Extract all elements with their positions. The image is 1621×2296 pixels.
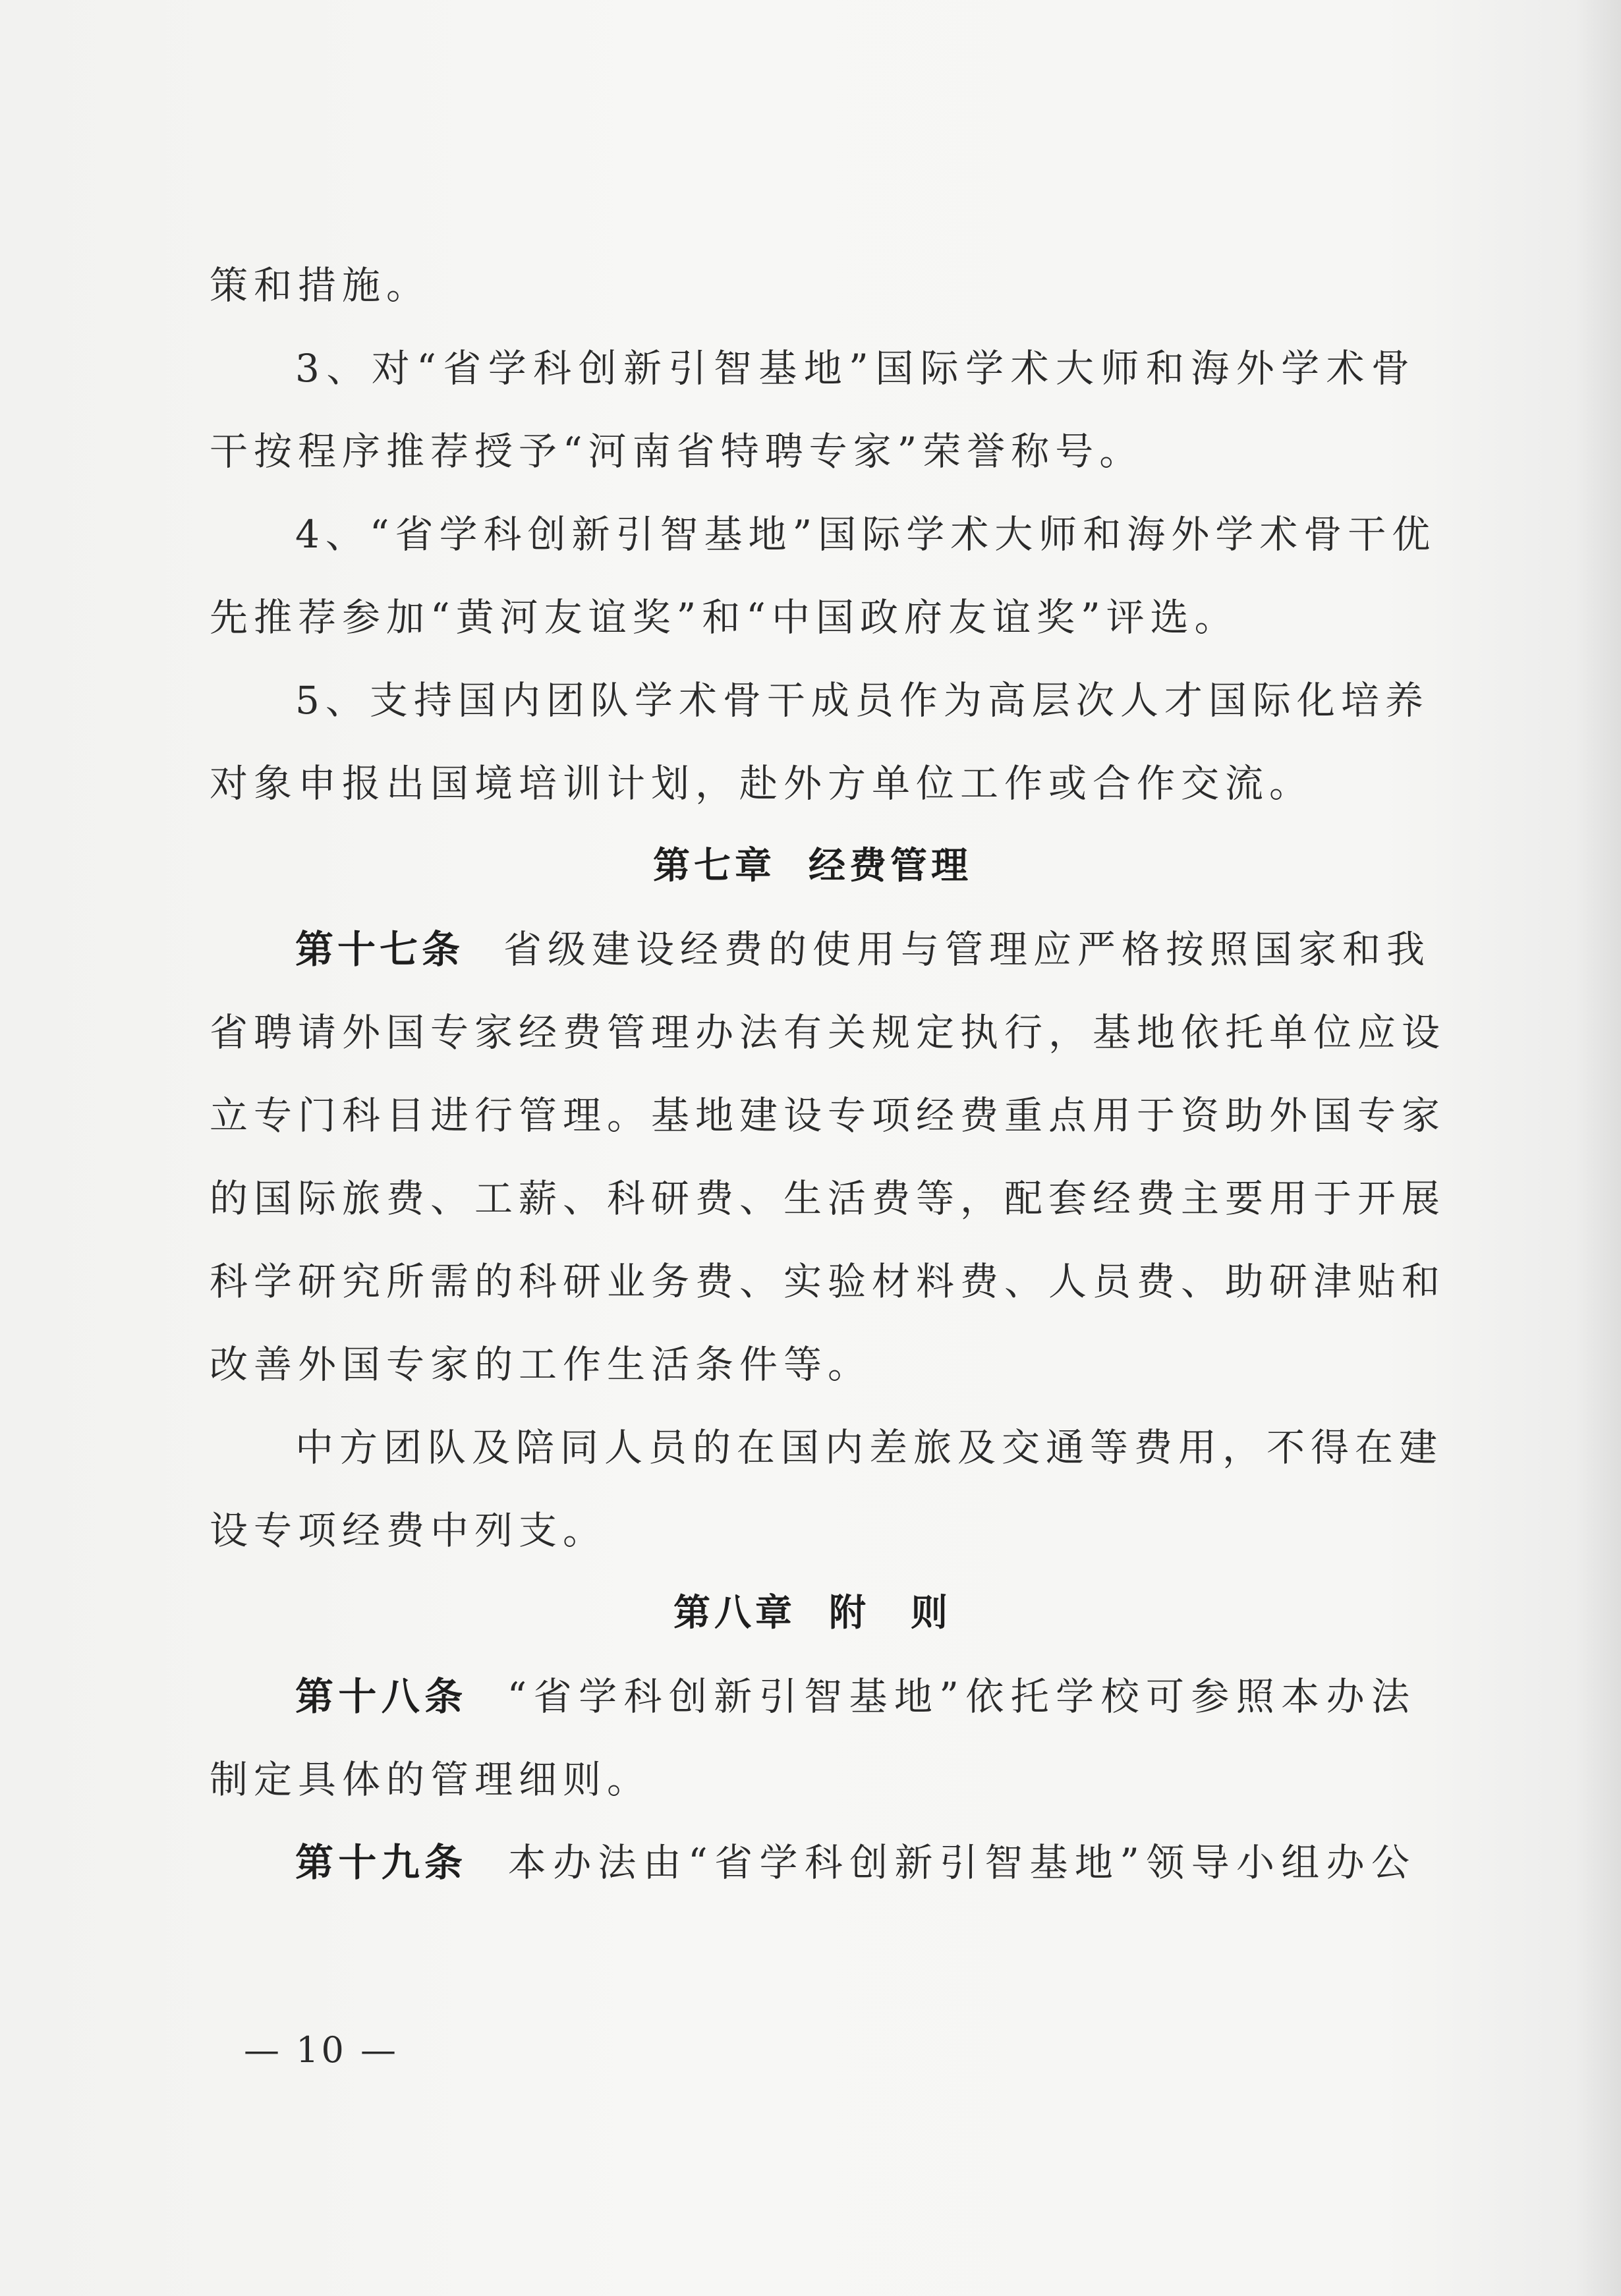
article-label: 第十九条	[295, 1840, 468, 1885]
chapter-heading	[210, 1572, 1415, 1655]
text-line: 制定具体的管理细则。	[210, 1757, 652, 1802]
body-text	[210, 244, 1446, 1904]
text-line: 中方团队及陪同人员的在国内差旅及交通等费用，不得在建	[295, 1425, 1444, 1470]
article-label: 第十八条	[295, 1674, 468, 1719]
text-line: 先推荐参加“黄河友谊奖”和“中国政府友谊奖”评选。	[210, 595, 1239, 640]
chapter-number: 第七章	[653, 845, 776, 887]
text-line: 的国际旅费、工薪、科研费、生活费等，配套经费主要用于开展	[210, 1176, 1446, 1221]
article-text: “省学科创新引智基地”依托学校可参照本办法	[507, 1674, 1415, 1719]
text-line: 对象申报出国境培训计划，赴外方单位工作或合作交流。	[210, 761, 1314, 806]
article-line	[210, 1821, 1415, 1904]
text-line: 科学研究所需的科研业务费、实验材料费、人员费、助研津贴和	[210, 1259, 1446, 1304]
text-line	[210, 244, 1415, 327]
page-number: — 10 —	[244, 2029, 399, 2071]
paragraph-tail: 策和措施。	[210, 263, 431, 308]
chapter-number: 第八章	[673, 1592, 796, 1635]
article-text: 本办法由“省学科创新引智基地”领导小组办公	[507, 1840, 1415, 1885]
text-line: 改善外国专家的工作生活条件等。	[210, 1342, 872, 1387]
text-line: 省聘请外国专家经费管理办法有关规定执行，基地依托单位应设	[210, 1010, 1446, 1055]
chapter-title: 附 则	[829, 1592, 952, 1635]
text-line: 4、“省学科创新引智基地”国际学术大师和海外学术骨干优	[295, 512, 1436, 557]
text-line: 5、支持国内团队学术骨干成员作为高层次人才国际化培养	[295, 678, 1429, 723]
text-line: 立专门科目进行管理。基地建设专项经费重点用于资助外国专家	[210, 1093, 1446, 1138]
text-line: 干按程序推荐授予“河南省特聘专家”荣誉称号。	[210, 429, 1144, 474]
text-line: 3、对“省学科创新引智基地”国际学术大师和海外学术骨	[295, 346, 1415, 391]
article-text: 省级建设经费的使用与管理应严格按照国家和我	[503, 927, 1431, 972]
article-line	[210, 908, 1431, 991]
article-line	[210, 1655, 1415, 1738]
chapter-title: 经费管理	[809, 845, 972, 887]
chapter-heading	[210, 825, 1415, 908]
article-label: 第十七条	[295, 927, 465, 972]
page-gutter-shadow	[1575, 0, 1621, 2296]
text-line: 设专项经费中列支。	[210, 1508, 608, 1553]
